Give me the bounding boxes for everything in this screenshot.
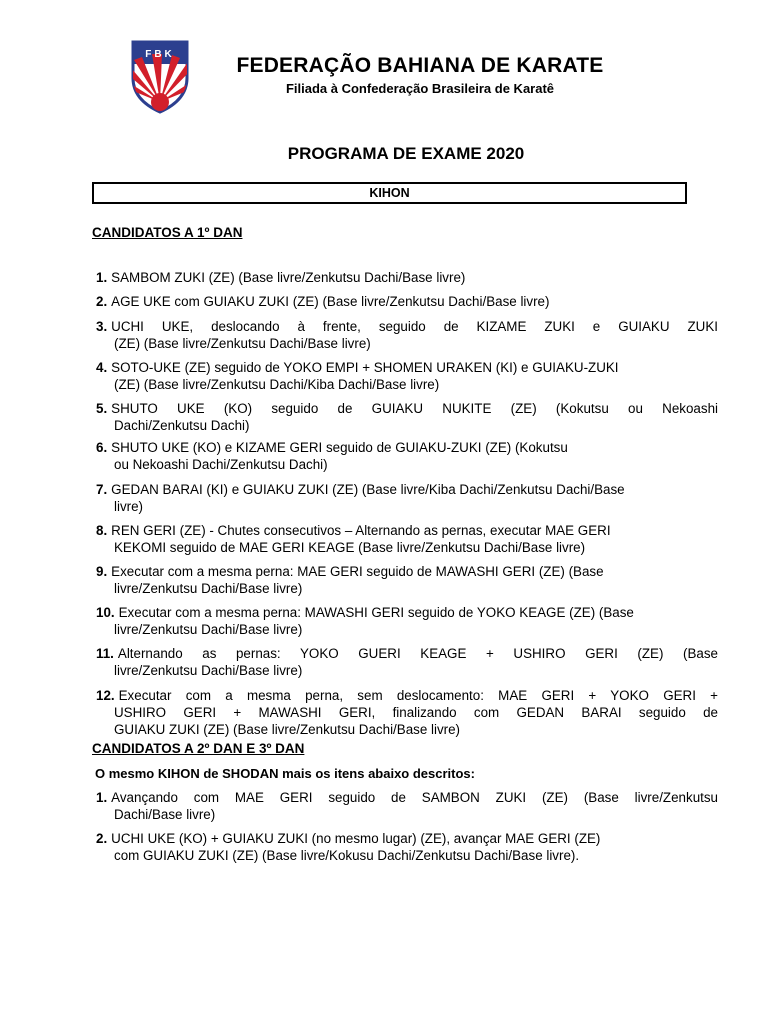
list-item (96, 359, 718, 393)
item-text-continuation: com GUIAKU ZUKI (ZE) (Base livre/Kokusu Dachi/Zenkutsu Dachi/Base livre). (114, 848, 580, 863)
list-item (96, 269, 718, 286)
list-item (96, 522, 718, 556)
section-note: O mesmo KIHON de SHODAN mais os itens abaixo descritos: (95, 766, 475, 781)
item-text: AGE UKE com GUIAKU ZUKI (ZE) (Base livre/Zenkutsu Dachi/Base livre) (111, 294, 550, 309)
list-item (96, 563, 718, 597)
item-number: 3. (96, 319, 108, 334)
item-text: SHUTO UKE (KO) e KIZAME GERI seguido de GUIAKU-ZUKI (ZE) (Kokutsu (111, 440, 568, 455)
fbk-shield-logo (131, 40, 189, 114)
item-text-continuation: (ZE) (Base livre/Zenkutsu Dachi/Kiba Dachi/Base livre) (114, 377, 440, 392)
item-text-continuation: Dachi/Zenkutsu Dachi) (114, 418, 250, 433)
item-text: Alternando as pernas: YOKO GUERI KEAGE + USHIRO GERI (ZE) (Base (117, 646, 718, 661)
item-text: UCHI UKE, deslocando à frente, seguido de KIZAME ZUKI e GUIAKU ZUKI (111, 319, 718, 334)
item-number: 1. (96, 790, 108, 805)
list-item (96, 293, 718, 310)
item-text: SAMBOM ZUKI (ZE) (Base livre/Zenkutsu Dachi/Base livre) (111, 270, 466, 285)
item-text-continuation: KEKOMI seguido de MAE GERI KEAGE (Base livre/Zenkutsu Dachi/Base livre) (114, 540, 586, 555)
item-number: 1. (96, 270, 108, 285)
list-item (96, 687, 718, 738)
item-number: 7. (96, 482, 108, 497)
federation-title: FEDERAÇÃO BAHIANA DE KARATE (236, 54, 604, 77)
item-number: 8. (96, 523, 108, 538)
item-number: 10. (96, 605, 115, 620)
item-text-continuation: livre/Zenkutsu Dachi/Base livre) (114, 622, 303, 637)
item-text-continuation: (ZE) (Base livre/Zenkutsu Dachi/Base livre) (114, 336, 371, 351)
item-text-continuation: livre/Zenkutsu Dachi/Base livre) (114, 581, 303, 596)
item-text-continuation: USHIRO GERI + MAWASHI GERI, finalizando com GEDAN BARAI seguido de (114, 705, 718, 720)
item-number: 6. (96, 440, 108, 455)
item-number: 2. (96, 294, 108, 309)
list-item (96, 318, 718, 352)
item-text-continuation: Dachi/Base livre) (114, 807, 216, 822)
item-number: 4. (96, 360, 108, 375)
list-item (96, 439, 718, 473)
item-number: 5. (96, 401, 108, 416)
item-text: Executar com a mesma perna: MAE GERI seguido de MAWASHI GERI (ZE) (Base (111, 564, 604, 579)
item-text: Executar com a mesma perna, sem deslocamento: MAE GERI + YOKO GERI + (118, 688, 718, 703)
item-text-continuation: livre) (114, 499, 144, 514)
item-text: Executar com a mesma perna: MAWASHI GERI seguido de YOKO KEAGE (ZE) (Base (118, 605, 634, 620)
program-title: PROGRAMA DE EXAME 2020 (287, 144, 525, 163)
section-heading-2-3-dan: CANDIDATOS A 2º DAN E 3º DAN (92, 741, 305, 756)
item-text: Avançando com MAE GERI seguido de SAMBON ZUKI (ZE) (Base livre/Zenkutsu (111, 790, 718, 805)
item-text: UCHI UKE (KO) + GUIAKU ZUKI (no mesmo lugar) (ZE), avançar MAE GERI (ZE) (111, 831, 601, 846)
logo-letters: FBK (145, 49, 175, 60)
list-item (96, 789, 718, 823)
item-number: 9. (96, 564, 108, 579)
item-text: GEDAN BARAI (KI) e GUIAKU ZUKI (ZE) (Base livre/Kiba Dachi/Zenkutsu Dachi/Base (111, 482, 625, 497)
item-text: REN GERI (ZE) - Chutes consecutivos – Alternando as pernas, executar MAE GERI (111, 523, 611, 538)
list-item (96, 830, 718, 864)
kihon-header-box: KIHON (92, 182, 687, 204)
section-heading-1-dan: CANDIDATOS A 1º DAN (92, 225, 243, 240)
federation-subtitle: Filiada à Confederação Brasileira de Karatê (285, 81, 555, 96)
list-item (96, 481, 718, 515)
item-text-continuation: ou Nekoashi Dachi/Zenkutsu Dachi) (114, 457, 328, 472)
item-text-continuation: livre/Zenkutsu Dachi/Base livre) (114, 663, 303, 678)
list-item (96, 645, 718, 679)
list-item (96, 400, 718, 434)
list-item (96, 604, 718, 638)
item-text: SHUTO UKE (KO) seguido de GUIAKU NUKITE (ZE) (Kokutsu ou Nekoashi (111, 401, 718, 416)
item-number: 11. (96, 646, 114, 661)
item-text: SOTO-UKE (ZE) seguido de YOKO EMPI + SHOMEN URAKEN (KI) e GUIAKU-ZUKI (111, 360, 619, 375)
item-text-continuation: GUIAKU ZUKI (ZE) (Base livre/Zenkutsu Dachi/Base livre) (114, 722, 461, 737)
item-number: 2. (96, 831, 108, 846)
item-number: 12. (96, 688, 115, 703)
